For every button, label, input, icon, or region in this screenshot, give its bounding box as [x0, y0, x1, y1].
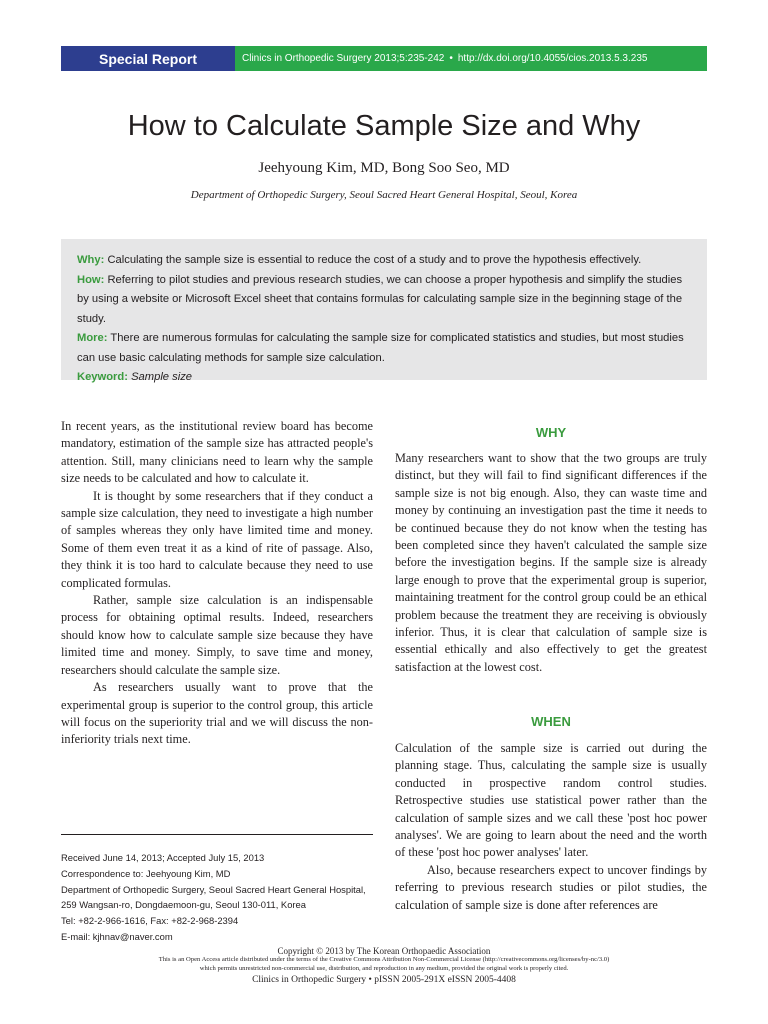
received-dates: Received June 14, 2013; Accepted July 15, 2013 — [61, 852, 265, 863]
correspondence-address: 259 Wangsan-ro, Dongdaemoon-gu, Seoul 130-011, Korea — [61, 899, 306, 911]
bullet-separator: • — [449, 53, 453, 64]
journal-name: Clinics in Orthopedic Surgery — [252, 975, 367, 985]
section-heading-when: WHEN — [531, 714, 571, 729]
correspondence-footnote — [61, 850, 381, 945]
summary-keyword — [77, 368, 691, 388]
correspondence-phone: Tel: +82-2-966-1616, Fax: +82-2-968-2394 — [61, 915, 239, 927]
journal-banner — [61, 46, 707, 71]
summary-more — [77, 329, 691, 368]
intro-paragraph-2: It is thought by some researchers that if they conduct a sample size calculation, they need to investigate a high number of samples whereas they only have limited time and money. Some of them even treat it as a kind of rite of passage. Also, they think it is too hard to calculate because they need to use complicated formulas. — [61, 488, 373, 590]
correspondence-email[interactable]: E-mail: kjhnav@naver.com — [61, 930, 173, 942]
summary-how-label: How: — [77, 273, 105, 286]
journal-citation: Clinics in Orthopedic Surgery 2013;5:235-242 — [242, 53, 445, 64]
doi-link[interactable]: http://dx.doi.org/10.4055/cios.2013.5.3.235 — [457, 53, 648, 64]
summary-how — [77, 271, 691, 330]
summary-why — [77, 251, 691, 271]
summary-more-label: More: — [77, 332, 108, 344]
citation-bar — [235, 46, 707, 71]
summary-keyword-label: Keyword: — [77, 371, 128, 383]
correspondence-dept: Department of Orthopedic Surgery, Seoul Sacred Heart General Hospital, — [61, 883, 366, 895]
intro-column — [61, 418, 373, 749]
footnote-divider — [61, 834, 373, 835]
journal-issn-line — [0, 975, 768, 985]
summary-keyword-text: Sample size — [131, 371, 193, 383]
intro-paragraph-1: In recent years, as the institutional review board has become mandatory, estimation of the sample size has attracted people's attention. Still, many clinicians need to learn why the sample size needs to be calculated and how to calculate it. — [61, 419, 373, 486]
license-line-2: which permits unrestricted non-commercial use, distribution, and reproduction in any medium, provided the original work is properly cited. — [199, 964, 569, 972]
summary-how-text: Referring to pilot studies and previous research studies, we can choose a proper hypothesis and simplify the studies by using a website or Microsoft Excel sheet that contains formulas for calculating sample size in the beginning stage of the study. — [77, 273, 683, 325]
intro-paragraph-3: Rather, sample size calculation is an indispensable process for obtaining optimal results. Indeed, researchers should know how to calculate sample size because they have limited time and money. Simply, to save time and money, researchers should calculate the sample size. — [61, 593, 373, 677]
summary-why-text: Calculating the sample size is essential to reduce the cost of a study and to prove the hypothesis effectively. — [107, 254, 642, 266]
article-type-tag: Special Report — [61, 46, 235, 71]
author-affiliation: Department of Orthopedic Surgery, Seoul Sacred Heart General Hospital, Seoul, Korea — [190, 189, 578, 201]
copyright-block — [0, 946, 768, 985]
summary-why-label: Why: — [77, 254, 105, 266]
article-authors: Jeehyoung Kim, MD, Bong Soo Seo, MD — [258, 160, 510, 176]
why-paragraph: Many researchers want to show that the two groups are truly distinct, but they will fail to find significant differences if the sample size is not big enough. Also, they can waste time and money by continuing an investigation past the time it needs to be continued because they do not know when the testing has been completed since they haven't calculated the sample size before the investigation begins. If the sample size is already large enough to prove that the experimental group is superior, maintaining treatment for the control group could be an ethical problem because the treatment they are receiving is obviously inferior. Thus, it is clear that calculation of sample size is essential ethically and also effectively to get the greatest satisfaction at the lowest cost. — [395, 451, 707, 674]
section-heading-why: WHY — [535, 425, 567, 440]
intro-paragraph-4: As researchers usually want to prove that the experimental group is superior to the control group, this article will focus on the superiority trial and we will discuss the non-inferiority trials next time. — [61, 680, 373, 747]
when-paragraph-1: Calculation of the sample size is carried out during the planning stage. Thus, calculating the sample size is usually conducted in prospective random control studies. Retrospective studies use statistical power rather than the calculation of sample sizes and we call these 'post hoc power analyses'. We are going to learn about the need and the worth of these 'post hoc power analyses' later. — [395, 741, 707, 860]
article-title: How to Calculate Sample Size and Why — [127, 110, 641, 142]
summary-box — [61, 239, 707, 383]
license-line-1: This is an Open Access article distributed under the terms of the Creative Commons Attribution Non-Commercial License (http://creativecommons.org/licenses/by-nc/3.0) — [158, 956, 610, 963]
copyright-line: Copyright © 2013 by The Korean Orthopaedic Association — [277, 946, 491, 956]
issn-numbers: pISSN 2005-291X eISSN 2005-4408 — [374, 975, 516, 985]
correspondence-name: Correspondence to: Jeehyoung Kim, MD — [61, 867, 231, 879]
why-section-body — [395, 450, 707, 676]
when-paragraph-2: Also, because researchers expect to uncover findings by referring to previous research studies or pilot studies, the calculation of sample size is done after references are — [395, 862, 707, 912]
when-section-body — [395, 740, 707, 914]
issn-bullet: • — [368, 975, 372, 985]
summary-more-text: There are numerous formulas for calculating the sample size for complicated statistics and studies, but most studies can use basic calculating methods for sample size calculation. — [77, 332, 684, 364]
